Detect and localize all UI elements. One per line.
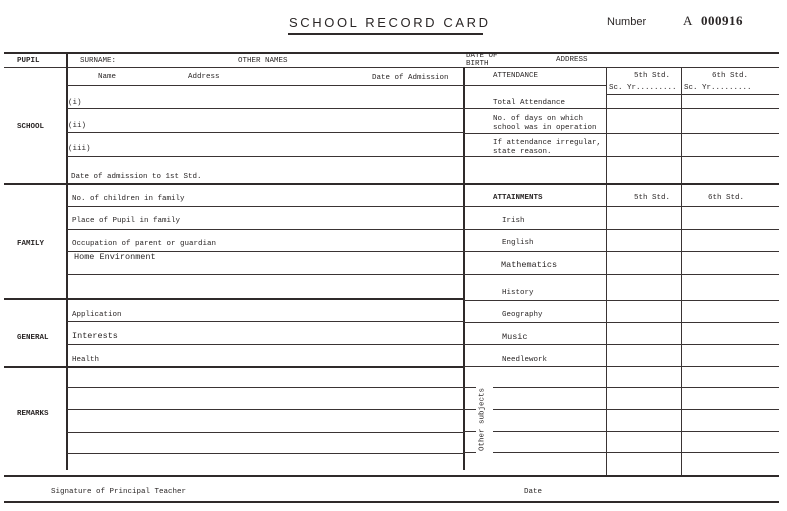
school-year-6th[interactable]: Sc. Yr......... [684, 84, 752, 92]
attainments-col-5th: 5th Std. [634, 194, 671, 202]
subject-needlework: Needlework [502, 356, 548, 364]
rule [67, 387, 464, 388]
subject-mathematics: Mathematics [501, 260, 558, 270]
attainments-header: ATTAINMENTS [493, 194, 543, 202]
school-row-1[interactable]: (i) [68, 99, 82, 107]
date-of-admission-1st-std[interactable]: Date of admission to 1st Std. [71, 173, 202, 181]
rule [464, 366, 779, 367]
rule [67, 274, 464, 275]
rule [464, 133, 779, 134]
rule [464, 409, 476, 410]
signature-principal-label[interactable]: Signature of Principal Teacher [51, 488, 187, 496]
rule [464, 251, 779, 252]
rule-section-col [66, 52, 68, 470]
school-col-address: Address [188, 73, 220, 81]
subject-music: Music [502, 332, 528, 342]
rule [464, 85, 607, 86]
rule [493, 409, 779, 410]
children-in-family-label[interactable]: No. of children in family [72, 195, 185, 203]
rule [67, 453, 464, 454]
rule [493, 431, 779, 432]
school-col-name: Name [98, 73, 117, 81]
rule [464, 206, 779, 207]
home-environment-label[interactable]: Home Environment [74, 252, 156, 262]
school-col-date-of-admission: Date of Admission [372, 74, 449, 82]
rule [67, 409, 464, 410]
rule-general-bottom [4, 366, 464, 368]
rule [67, 321, 464, 322]
number-label: Number [607, 16, 647, 28]
rule [67, 344, 464, 345]
rule [67, 206, 464, 207]
number-prefix: A [683, 13, 693, 28]
total-attendance-label: Total Attendance [493, 99, 566, 107]
rule [67, 132, 464, 133]
rule-top [4, 52, 779, 54]
rule-remarks-bottom [4, 475, 779, 477]
card-title: SCHOOL RECORD CARD [289, 15, 491, 30]
rule [493, 387, 779, 388]
days-in-operation-label: No. of days on which school was in operation [493, 115, 597, 132]
rule-col6 [681, 67, 682, 476]
rule [67, 156, 464, 157]
place-in-family-label[interactable]: Place of Pupil in family [72, 217, 181, 225]
attendance-irregular-label: If attendance irregular, state reason. [493, 139, 602, 156]
date-label[interactable]: Date [524, 488, 543, 496]
section-pupil: PUPIL [17, 57, 40, 65]
rule-pupil-bottom [4, 67, 779, 68]
subject-history: History [502, 289, 534, 297]
rule [464, 322, 779, 323]
application-label[interactable]: Application [72, 311, 122, 319]
school-row-2[interactable]: (ii) [68, 122, 87, 130]
rule [67, 108, 464, 109]
rule [464, 300, 779, 301]
card-number[interactable]: 000916 [701, 13, 743, 28]
rule-col5 [606, 67, 607, 476]
rule [493, 452, 779, 453]
school-row-3[interactable]: (iii) [68, 145, 91, 153]
subject-english: English [502, 239, 534, 247]
rule [464, 108, 779, 109]
rule [464, 274, 779, 275]
interests-label[interactable]: Interests [72, 331, 118, 341]
other-subjects-label: Other subjects [478, 388, 487, 452]
rule [607, 94, 779, 95]
subject-geography: Geography [502, 311, 543, 319]
surname-field[interactable]: SURNAME: [80, 57, 117, 65]
rule-family-bottom [4, 298, 464, 300]
rule [464, 431, 476, 432]
rule [464, 452, 476, 453]
occupation-label[interactable]: Occupation of parent or guardian [72, 240, 217, 248]
section-school: SCHOOL [17, 123, 45, 131]
date-of-birth-field[interactable]: DATE OF BIRTH [466, 52, 498, 68]
other-names-field[interactable]: OTHER NAMES [238, 57, 288, 65]
attendance-col-6th: 6th Std. [712, 72, 749, 80]
rule [67, 432, 464, 433]
section-remarks: REMARKS [17, 410, 49, 418]
section-family: FAMILY [17, 240, 45, 248]
rule [67, 229, 464, 230]
attendance-header: ATTENDANCE [493, 72, 539, 80]
rule-footer-bottom [4, 501, 779, 503]
attainments-col-6th: 6th Std. [708, 194, 745, 202]
rule [464, 387, 476, 388]
address-field[interactable]: ADDRESS [556, 56, 588, 64]
school-year-5th[interactable]: Sc. Yr......... [609, 84, 677, 92]
rule [464, 344, 779, 345]
attendance-col-5th: 5th Std. [634, 72, 671, 80]
subject-irish: Irish [502, 217, 525, 225]
section-general: GENERAL [17, 334, 49, 342]
rule-school-bottom [4, 183, 779, 185]
rule [464, 229, 779, 230]
rule [67, 85, 464, 86]
health-label[interactable]: Health [72, 356, 100, 364]
title-underline [288, 33, 483, 35]
